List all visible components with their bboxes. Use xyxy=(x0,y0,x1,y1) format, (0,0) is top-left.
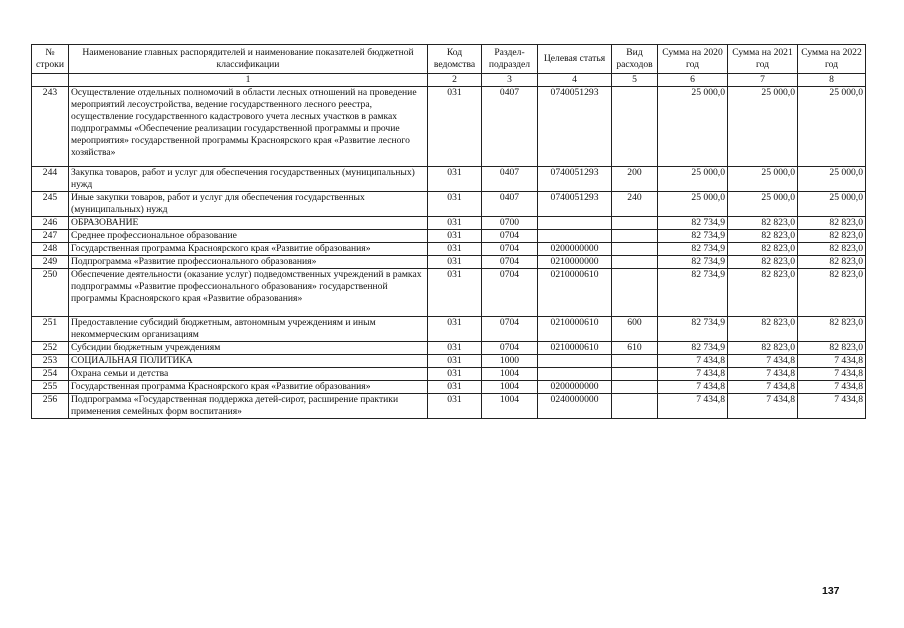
row-number: 244 xyxy=(32,167,69,192)
row-target: 0740051293 xyxy=(538,192,612,217)
row-code: 031 xyxy=(428,243,482,256)
table-row xyxy=(32,342,866,355)
row-target xyxy=(538,230,612,243)
row-target xyxy=(538,217,612,230)
row-target: 0740051293 xyxy=(538,87,612,167)
row-target: 0210000610 xyxy=(538,317,612,342)
row-code: 031 xyxy=(428,269,482,317)
table-row xyxy=(32,317,866,342)
table-row xyxy=(32,217,866,230)
page-number: 137 xyxy=(822,585,840,597)
row-code: 031 xyxy=(428,192,482,217)
row-expense-type: 240 xyxy=(612,192,658,217)
header-code: Код ведомства xyxy=(428,45,482,74)
row-sum-2020: 25 000,0 xyxy=(658,87,728,167)
row-section: 0704 xyxy=(482,317,538,342)
table-row xyxy=(32,243,866,256)
row-sum-2022: 82 823,0 xyxy=(798,230,866,243)
row-sum-2020: 82 734,9 xyxy=(658,342,728,355)
table-row xyxy=(32,256,866,269)
row-section: 1004 xyxy=(482,368,538,381)
row-name: Субсидии бюджетным учреждениям xyxy=(69,342,428,355)
row-number: 250 xyxy=(32,269,69,317)
row-target xyxy=(538,368,612,381)
row-code: 031 xyxy=(428,87,482,167)
row-code: 031 xyxy=(428,256,482,269)
row-section: 0704 xyxy=(482,230,538,243)
row-section: 0407 xyxy=(482,87,538,167)
row-code: 031 xyxy=(428,355,482,368)
column-number xyxy=(32,74,69,87)
row-name: Государственная программа Красноярского края «Развитие образования» xyxy=(69,381,428,394)
row-expense-type xyxy=(612,230,658,243)
row-sum-2022: 25 000,0 xyxy=(798,87,866,167)
row-target: 0740051293 xyxy=(538,167,612,192)
row-sum-2020: 82 734,9 xyxy=(658,256,728,269)
row-section: 1000 xyxy=(482,355,538,368)
row-code: 031 xyxy=(428,167,482,192)
column-number: 1 xyxy=(69,74,428,87)
row-sum-2022: 82 823,0 xyxy=(798,269,866,317)
row-name: Обеспечение деятельности (оказание услуг) подведомственных учреждений в рамках подпрограммы «Развитие профессионального образования» государственной программы Красноярского края «Развитие образования» xyxy=(69,269,428,317)
row-name: ОБРАЗОВАНИЕ xyxy=(69,217,428,230)
header-target: Целевая статья xyxy=(538,45,612,74)
row-section: 0704 xyxy=(482,243,538,256)
row-number: 253 xyxy=(32,355,69,368)
header-section: Раздел-подраздел xyxy=(482,45,538,74)
table-row xyxy=(32,368,866,381)
row-target: 0200000000 xyxy=(538,381,612,394)
row-target: 0200000000 xyxy=(538,243,612,256)
row-name: Подпрограмма «Развитие профессионального образования» xyxy=(69,256,428,269)
row-number: 254 xyxy=(32,368,69,381)
row-expense-type xyxy=(612,368,658,381)
header-row-no: № строки xyxy=(32,45,69,74)
row-name: Подпрограмма «Государственная поддержка детей-сирот, расширение практики применения семейных форм воспитания» xyxy=(69,394,428,419)
column-number: 3 xyxy=(482,74,538,87)
row-name: СОЦИАЛЬНАЯ ПОЛИТИКА xyxy=(69,355,428,368)
row-sum-2022: 7 434,8 xyxy=(798,381,866,394)
row-sum-2020: 7 434,8 xyxy=(658,381,728,394)
row-sum-2022: 7 434,8 xyxy=(798,368,866,381)
table-row xyxy=(32,192,866,217)
row-sum-2020: 7 434,8 xyxy=(658,355,728,368)
row-sum-2021: 82 823,0 xyxy=(728,342,798,355)
row-name: Осуществление отдельных полномочий в области лесных отношений на проведение мероприятий лесоустройства, ведение государственного лесного реестра, осуществление государственного кадастрового учета лесных участков в рамках подпрограммы «Обеспечение реализации государственной программы и прочие мероприятия» государственной программы Красноярского края «Развитие лесного хозяйства» xyxy=(69,87,428,167)
row-sum-2021: 82 823,0 xyxy=(728,243,798,256)
table-header-row xyxy=(32,45,866,74)
row-sum-2021: 82 823,0 xyxy=(728,269,798,317)
table-row xyxy=(32,269,866,317)
header-expense-type: Вид расходов xyxy=(612,45,658,74)
row-sum-2022: 82 823,0 xyxy=(798,317,866,342)
row-code: 031 xyxy=(428,394,482,419)
row-number: 245 xyxy=(32,192,69,217)
row-name: Предоставление субсидий бюджетным, автономным учреждениям и иным некоммерческим организациям xyxy=(69,317,428,342)
row-sum-2020: 82 734,9 xyxy=(658,217,728,230)
row-sum-2022: 82 823,0 xyxy=(798,342,866,355)
row-section: 0407 xyxy=(482,192,538,217)
row-expense-type xyxy=(612,87,658,167)
row-target xyxy=(538,355,612,368)
row-sum-2022: 82 823,0 xyxy=(798,217,866,230)
row-section: 0700 xyxy=(482,217,538,230)
row-sum-2022: 7 434,8 xyxy=(798,355,866,368)
column-number: 2 xyxy=(428,74,482,87)
row-sum-2020: 82 734,9 xyxy=(658,317,728,342)
row-sum-2021: 82 823,0 xyxy=(728,317,798,342)
row-number: 252 xyxy=(32,342,69,355)
row-sum-2021: 82 823,0 xyxy=(728,256,798,269)
row-code: 031 xyxy=(428,317,482,342)
row-number: 247 xyxy=(32,230,69,243)
table-row xyxy=(32,394,866,419)
row-name: Государственная программа Красноярского края «Развитие образования» xyxy=(69,243,428,256)
row-sum-2020: 82 734,9 xyxy=(658,243,728,256)
table-row xyxy=(32,167,866,192)
row-target: 0210000610 xyxy=(538,342,612,355)
row-sum-2021: 7 434,8 xyxy=(728,394,798,419)
header-sum-2022: Сумма на 2022 год xyxy=(798,45,866,74)
table-row xyxy=(32,230,866,243)
column-number: 4 xyxy=(538,74,612,87)
row-name: Иные закупки товаров, работ и услуг для обеспечения государственных (муниципальных) нужд xyxy=(69,192,428,217)
row-sum-2022: 7 434,8 xyxy=(798,394,866,419)
row-expense-type: 600 xyxy=(612,317,658,342)
row-expense-type xyxy=(612,381,658,394)
table-row xyxy=(32,381,866,394)
column-number: 5 xyxy=(612,74,658,87)
row-code: 031 xyxy=(428,368,482,381)
row-sum-2020: 7 434,8 xyxy=(658,368,728,381)
table-row xyxy=(32,355,866,368)
header-sum-2020: Сумма на 2020 год xyxy=(658,45,728,74)
row-section: 0704 xyxy=(482,256,538,269)
row-target: 0210000610 xyxy=(538,269,612,317)
row-section: 1004 xyxy=(482,394,538,419)
row-expense-type xyxy=(612,355,658,368)
row-code: 031 xyxy=(428,381,482,394)
row-expense-type xyxy=(612,217,658,230)
row-sum-2021: 7 434,8 xyxy=(728,368,798,381)
budget-table xyxy=(31,44,866,419)
row-sum-2021: 7 434,8 xyxy=(728,381,798,394)
row-expense-type xyxy=(612,256,658,269)
row-sum-2021: 25 000,0 xyxy=(728,167,798,192)
row-sum-2022: 25 000,0 xyxy=(798,192,866,217)
column-number: 7 xyxy=(728,74,798,87)
row-expense-type: 200 xyxy=(612,167,658,192)
row-number: 251 xyxy=(32,317,69,342)
row-sum-2020: 82 734,9 xyxy=(658,230,728,243)
row-number: 255 xyxy=(32,381,69,394)
row-number: 248 xyxy=(32,243,69,256)
row-name: Закупка товаров, работ и услуг для обеспечения государственных (муниципальных) нужд xyxy=(69,167,428,192)
row-code: 031 xyxy=(428,230,482,243)
column-number-row xyxy=(32,74,866,87)
header-sum-2021: Сумма на 2021 год xyxy=(728,45,798,74)
row-sum-2021: 25 000,0 xyxy=(728,192,798,217)
row-number: 249 xyxy=(32,256,69,269)
row-sum-2022: 82 823,0 xyxy=(798,243,866,256)
table-row xyxy=(32,87,866,167)
row-name: Охрана семьи и детства xyxy=(69,368,428,381)
row-target: 0210000000 xyxy=(538,256,612,269)
column-number: 8 xyxy=(798,74,866,87)
row-code: 031 xyxy=(428,217,482,230)
row-sum-2021: 7 434,8 xyxy=(728,355,798,368)
row-sum-2021: 25 000,0 xyxy=(728,87,798,167)
row-expense-type xyxy=(612,243,658,256)
row-sum-2022: 82 823,0 xyxy=(798,256,866,269)
row-sum-2021: 82 823,0 xyxy=(728,230,798,243)
row-name: Среднее профессиональное образование xyxy=(69,230,428,243)
row-sum-2020: 7 434,8 xyxy=(658,394,728,419)
row-sum-2020: 25 000,0 xyxy=(658,167,728,192)
row-sum-2022: 25 000,0 xyxy=(798,167,866,192)
row-section: 0407 xyxy=(482,167,538,192)
row-number: 256 xyxy=(32,394,69,419)
row-section: 1004 xyxy=(482,381,538,394)
row-expense-type xyxy=(612,394,658,419)
header-name: Наименование главных распорядителей и наименование показателей бюджетной классификации xyxy=(69,45,428,74)
row-expense-type xyxy=(612,269,658,317)
row-target: 0240000000 xyxy=(538,394,612,419)
row-sum-2021: 82 823,0 xyxy=(728,217,798,230)
row-sum-2020: 82 734,9 xyxy=(658,269,728,317)
row-section: 0704 xyxy=(482,342,538,355)
row-code: 031 xyxy=(428,342,482,355)
row-expense-type: 610 xyxy=(612,342,658,355)
row-sum-2020: 25 000,0 xyxy=(658,192,728,217)
row-number: 246 xyxy=(32,217,69,230)
row-number: 243 xyxy=(32,87,69,167)
row-section: 0704 xyxy=(482,269,538,317)
column-number: 6 xyxy=(658,74,728,87)
